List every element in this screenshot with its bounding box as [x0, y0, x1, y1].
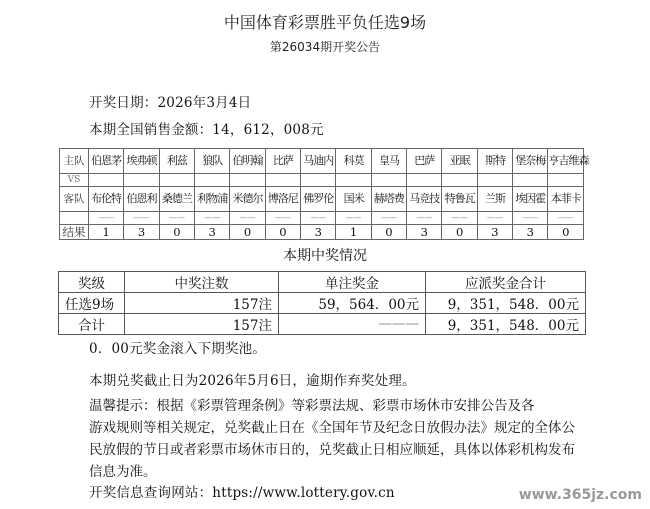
prize-level: 任选9场 — [59, 293, 125, 314]
match-table — [59, 148, 589, 240]
match-vs-cell — [548, 174, 584, 187]
match-result: 0 — [265, 225, 300, 240]
prize-total: 9，351，548．00元 — [426, 314, 586, 335]
match-result: 1 — [89, 225, 124, 240]
match-home-team: 斯特 — [477, 149, 512, 174]
prize-amount: ——— — [279, 314, 426, 335]
deadline-note: 本期兑奖截止日为2026年5月6日，逾期作弃奖处理。 — [89, 373, 416, 389]
match-separator: —— — [407, 212, 442, 225]
match-separator: —— — [124, 212, 159, 225]
match-vs-cell — [336, 174, 371, 187]
match-result: 3 — [477, 225, 512, 240]
prize-header-level: 奖级 — [59, 272, 125, 293]
match-separator: —— — [477, 212, 512, 225]
match-separator: —— — [513, 212, 548, 225]
draw-date: 开奖日期：2026年3月4日 — [89, 95, 252, 111]
rollover-note: 0．00元奖金滚入下期奖池。 — [89, 341, 267, 357]
prize-row — [59, 293, 586, 314]
prize-count: 157注 — [125, 314, 279, 335]
match-away-team: 博洛尼 — [265, 187, 300, 212]
match-vs-cell — [89, 174, 124, 187]
match-result: 1 — [336, 225, 371, 240]
sales-amount: 本期全国销售金额：14，612，008元 — [89, 122, 324, 138]
prize-header-total: 应派奖金合计 — [426, 272, 586, 293]
match-vs-cell — [124, 174, 159, 187]
draw-number: 第26034期开奖公告 — [269, 40, 381, 54]
prize-header-count: 中奖注数 — [125, 272, 279, 293]
match-home-team: 利兹 — [159, 149, 194, 174]
match-vs-cell — [265, 174, 300, 187]
match-away-team: 马竞技 — [407, 187, 442, 212]
result-label: 结果 — [60, 225, 89, 240]
website-link[interactable]: 开奖信息查询网站：https://www.lottery.gov.cn — [89, 485, 395, 501]
match-result: 3 — [195, 225, 230, 240]
match-separator: —— — [159, 212, 194, 225]
prize-level: 合计 — [59, 314, 125, 335]
match-vs-cell — [301, 174, 336, 187]
match-separator: —— — [336, 212, 371, 225]
match-home-team: 巴萨 — [407, 149, 442, 174]
match-away-team: 利物浦 — [195, 187, 230, 212]
match-result: 3 — [407, 225, 442, 240]
match-result: 0 — [548, 225, 584, 240]
match-separator: —— — [548, 212, 584, 225]
match-home-team: 亨吉维森 — [548, 149, 584, 174]
match-home-team: 马迪内 — [301, 149, 336, 174]
match-vs-cell — [407, 174, 442, 187]
match-vs-cell — [442, 174, 477, 187]
home-label: 主队 — [60, 149, 89, 174]
match-vs-cell — [513, 174, 548, 187]
match-away-team: 伯恩利 — [124, 187, 159, 212]
match-separator: —— — [301, 212, 336, 225]
prize-header-amount: 单注奖金 — [279, 272, 426, 293]
match-result: 0 — [159, 225, 194, 240]
watermark: www.365jz.com — [518, 487, 642, 503]
prize-amount: 59，564．00元 — [279, 293, 426, 314]
match-home-team: 狼队 — [195, 149, 230, 174]
match-home-team: 比萨 — [265, 149, 300, 174]
match-away-team: 佛罗伦 — [301, 187, 336, 212]
match-away-team: 兰斯 — [477, 187, 512, 212]
match-home-team: 伯恩茅 — [89, 149, 124, 174]
match-separator: —— — [195, 212, 230, 225]
match-away-team: 国米 — [336, 187, 371, 212]
match-vs-cell — [159, 174, 194, 187]
tip-line: 游戏规则等相关规定，兑奖截止日在《全国年节及纪念日放假办法》规定的全体公 — [89, 420, 575, 436]
match-away-team: 布伦特 — [89, 187, 124, 212]
match-away-team: 本菲卡 — [548, 187, 584, 212]
match-vs-cell — [371, 174, 406, 187]
match-home-team: 亚眠 — [442, 149, 477, 174]
match-vs-cell — [195, 174, 230, 187]
tip-line: 信息为准。 — [89, 464, 157, 480]
match-result: 0 — [371, 225, 406, 240]
match-home-team: 皇马 — [371, 149, 406, 174]
match-result: 0 — [442, 225, 477, 240]
match-away-team: 埃因霍 — [513, 187, 548, 212]
match-result: 3 — [301, 225, 336, 240]
match-away-team: 米德尔 — [230, 187, 265, 212]
match-away-team: 赫塔费 — [371, 187, 406, 212]
match-vs-cell — [230, 174, 265, 187]
match-separator: —— — [371, 212, 406, 225]
prize-section-title: 本期中奖情况 — [283, 248, 367, 264]
match-result: 3 — [124, 225, 159, 240]
match-separator: —— — [442, 212, 477, 225]
match-separator: —— — [230, 212, 265, 225]
match-vs-cell — [477, 174, 512, 187]
tip-line: 温馨提示：根据《彩票管理条例》等彩票法规、彩票市场休市安排公告及各 — [89, 398, 535, 414]
match-home-team: 堡奈梅 — [513, 149, 548, 174]
prize-table — [58, 271, 586, 335]
match-separator: —— — [265, 212, 300, 225]
match-home-team: 科莫 — [336, 149, 371, 174]
match-away-team: 桑德兰 — [159, 187, 194, 212]
match-away-team: 特鲁瓦 — [442, 187, 477, 212]
page-title: 中国体育彩票胜平负任选9场 — [223, 13, 427, 32]
vs-label: VS — [60, 174, 89, 187]
away-label: 客队 — [60, 187, 89, 212]
prize-row-total — [59, 314, 586, 335]
match-result: 3 — [513, 225, 548, 240]
match-home-team: 埃弗顿 — [124, 149, 159, 174]
match-separator: —— — [89, 212, 124, 225]
prize-count: 157注 — [125, 293, 279, 314]
tip-line: 民放假的节日或者彩票市场休市日的，兑奖截止日相应顺延，具体以体彩机构发布 — [89, 442, 575, 458]
match-result: 0 — [230, 225, 265, 240]
tip-paragraph — [89, 395, 589, 483]
match-home-team: 伯明翰 — [230, 149, 265, 174]
prize-total: 9，351，548．00元 — [426, 293, 586, 314]
